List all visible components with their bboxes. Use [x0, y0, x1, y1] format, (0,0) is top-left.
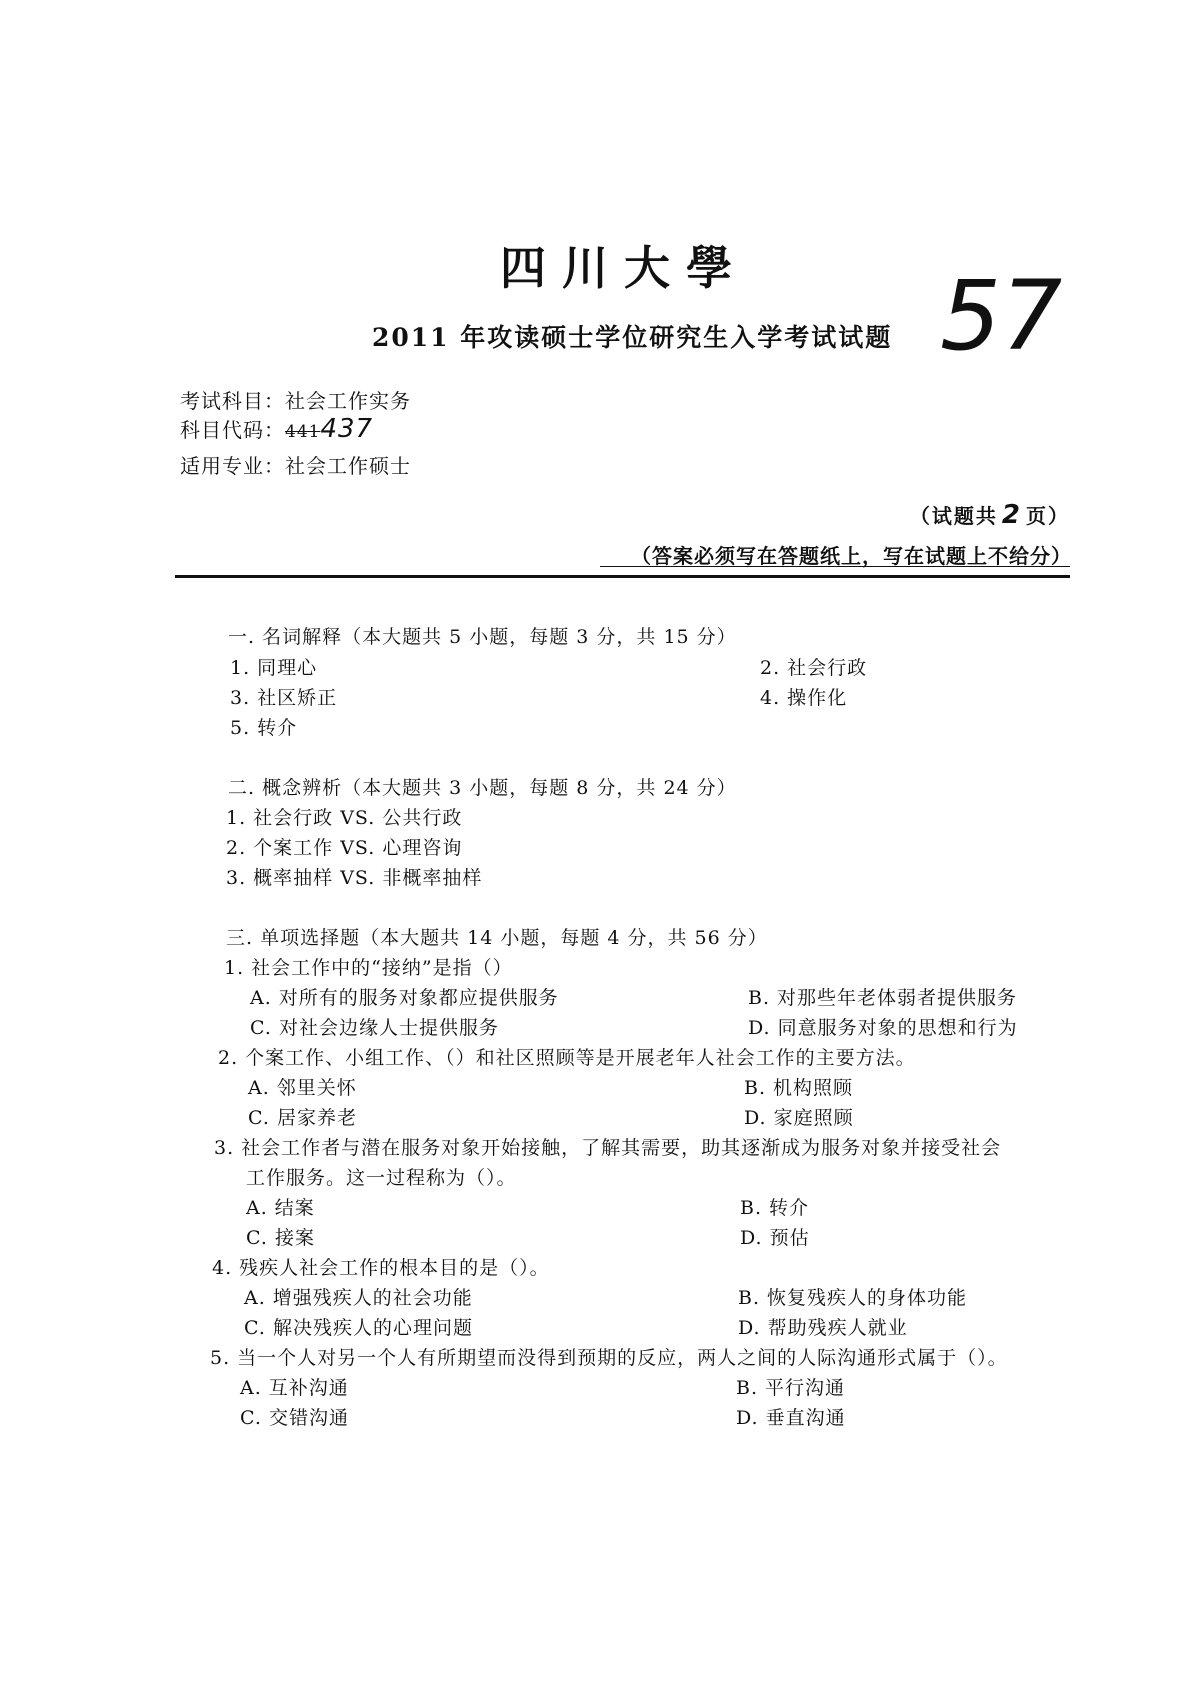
- option: A. 结案: [246, 1197, 315, 1219]
- list-item: 4. 操作化: [760, 687, 848, 709]
- option: B. 平行沟通: [736, 1377, 846, 1399]
- question-stem: 5. 当一个人对另一个人有所期望而没得到预期的反应，两人之间的人际沟通形式属于（）。: [210, 1347, 1008, 1369]
- question-stem: 1. 社会工作中的“接纳”是指（）: [224, 957, 513, 979]
- notice-underline: [600, 566, 1070, 567]
- list-item: 5. 转介: [230, 717, 298, 739]
- exam-title: 2011 年攻读硕士学位研究生入学考试试题: [372, 323, 893, 352]
- header-divider: [175, 575, 1070, 578]
- option: D. 帮助残疾人就业: [738, 1317, 908, 1339]
- major-value: 社会工作硕士: [285, 454, 411, 478]
- list-item: 1. 社会行政 VS. 公共行政: [226, 807, 463, 829]
- page-count-suffix: 页）: [1026, 504, 1070, 528]
- handwritten-mark: 57: [940, 260, 1063, 372]
- code-label: 科目代码：: [180, 418, 285, 442]
- subject-code: [180, 414, 373, 444]
- answer-notice: （答案必须写在答题纸上，写在试题上不给分）: [631, 544, 1072, 568]
- question-stem: 3. 社会工作者与潜在服务对象开始接触，了解其需要，助其逐渐成为服务对象并接受社会: [214, 1137, 1002, 1159]
- question-stem-cont: 工作服务。这一过程称为（）。: [246, 1167, 517, 1189]
- subject-label: 考试科目：: [180, 389, 285, 413]
- option: A. 互补沟通: [240, 1377, 349, 1399]
- list-item: 2. 社会行政: [760, 657, 868, 679]
- applicable-major: [180, 450, 411, 479]
- list-item: 2. 个案工作 VS. 心理咨询: [226, 837, 463, 859]
- list-item: 1. 同理心: [230, 657, 318, 679]
- option: B. 机构照顾: [744, 1077, 854, 1099]
- option: C. 接案: [246, 1227, 315, 1249]
- option: D. 家庭照顾: [744, 1107, 854, 1129]
- page-count-prefix: （试题共: [909, 504, 998, 528]
- option: D. 同意服务对象的思想和行为: [748, 1017, 1018, 1039]
- page-count-note: [910, 500, 1070, 530]
- option: C. 交错沟通: [240, 1407, 349, 1429]
- option: A. 增强残疾人的社会功能: [244, 1287, 473, 1309]
- university-logo: 四川大學: [500, 241, 748, 295]
- section2-title: 二. 概念辨析（本大题共 3 小题，每题 8 分，共 24 分）: [228, 777, 737, 799]
- option: B. 恢复残疾人的身体功能: [738, 1287, 968, 1309]
- code-struck: 441: [285, 422, 321, 442]
- option: A. 对所有的服务对象都应提供服务: [250, 987, 559, 1009]
- exam-subject: [180, 385, 411, 414]
- subject-value: 社会工作实务: [285, 389, 411, 413]
- page-count-handwritten: 2: [1001, 500, 1022, 530]
- option: B. 对那些年老体弱者提供服务: [748, 987, 1018, 1009]
- list-item: 3. 社区矫正: [230, 687, 338, 709]
- code-handwritten: 437: [320, 414, 374, 444]
- list-item: 3. 概率抽样 VS. 非概率抽样: [226, 867, 483, 889]
- option: D. 垂直沟通: [736, 1407, 846, 1429]
- option: C. 对社会边缘人士提供服务: [250, 1017, 499, 1039]
- option: A. 邻里关怀: [248, 1077, 357, 1099]
- section3-title: 三. 单项选择题（本大题共 14 小题，每题 4 分，共 56 分）: [226, 927, 768, 949]
- question-stem: 4. 残疾人社会工作的根本目的是（）。: [212, 1257, 550, 1279]
- option: B. 转介: [740, 1197, 810, 1219]
- question-stem: 2. 个案工作、小组工作、（）和社区照顾等是开展老年人社会工作的主要方法。: [218, 1047, 916, 1069]
- major-label: 适用专业：: [180, 454, 285, 478]
- option: C. 解决残疾人的心理问题: [244, 1317, 473, 1339]
- option: C. 居家养老: [248, 1107, 357, 1129]
- option: D. 预估: [740, 1227, 810, 1249]
- section1-title: 一. 名词解释（本大题共 5 小题，每题 3 分，共 15 分）: [228, 626, 737, 648]
